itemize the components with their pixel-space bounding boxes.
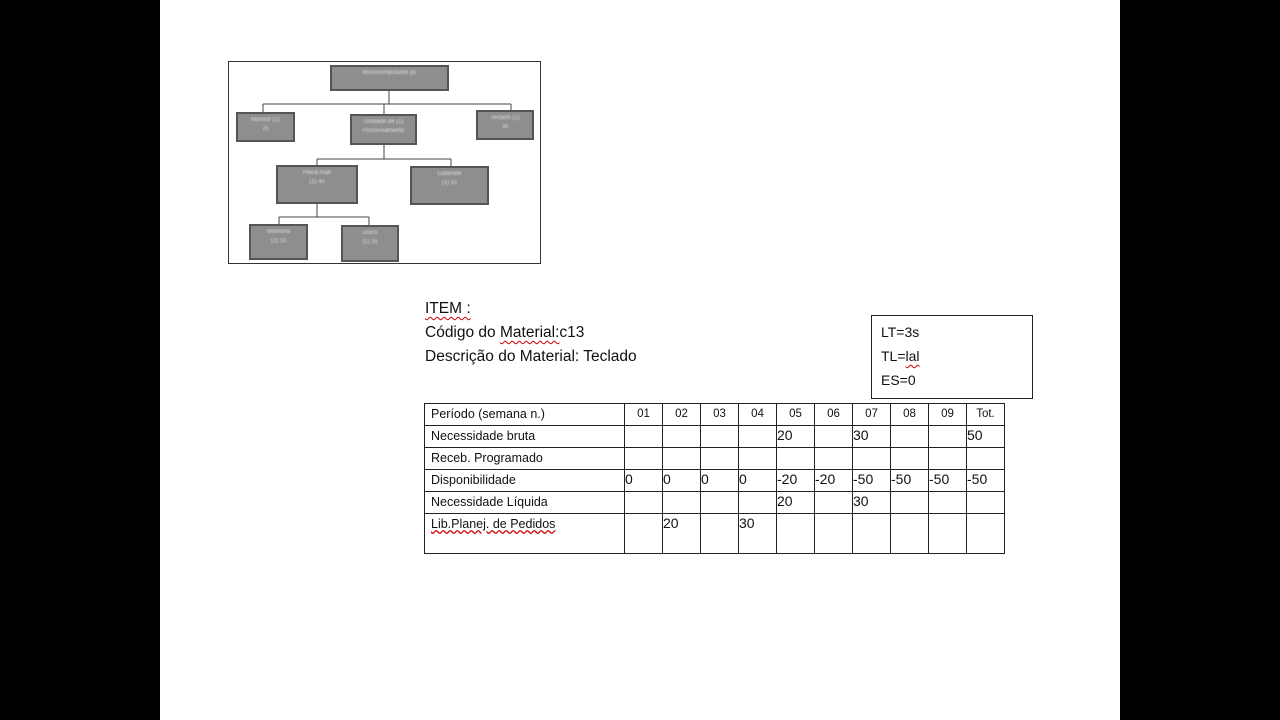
table-cell: [929, 426, 967, 448]
table-cell: [663, 448, 701, 470]
row-label: Necessidade Líquida: [425, 492, 625, 514]
table-cell: [853, 448, 891, 470]
table-cell: [815, 492, 853, 514]
table-cell: [739, 492, 777, 514]
header-week-cell: 07: [853, 404, 891, 426]
table-cell: [929, 492, 967, 514]
table-cell: [815, 448, 853, 470]
tree-node-cabinet: Gabinete (1) 1s: [410, 166, 489, 205]
table-cell: 30: [853, 492, 891, 514]
tree-node-memory: Memória (2) 1s: [249, 224, 308, 260]
item-title: ITEM :: [425, 300, 471, 317]
table-cell: [815, 426, 853, 448]
table-cell: [625, 514, 663, 554]
table-cell: [777, 448, 815, 470]
tree-node-motherboard: Placa mãe (1) 4s: [276, 165, 358, 204]
header-week-cell: 02: [663, 404, 701, 426]
tree-node-processing-unit: Unidade de (1) Processamento: [350, 114, 417, 145]
lead-time: LT=3s: [881, 324, 920, 340]
tree-node-disk: Disco (1) 2s: [341, 225, 399, 262]
header-week-cell: 03: [701, 404, 739, 426]
mrp-table: [424, 403, 1005, 554]
table-cell: [891, 448, 929, 470]
table-cell: [701, 426, 739, 448]
document-page: [160, 0, 1120, 720]
table-cell: -50: [891, 470, 929, 492]
tree-node-monitor: Monitor (1) 2s: [236, 112, 295, 142]
product-structure-tree: [228, 61, 541, 264]
table-cell: [967, 514, 1005, 554]
row-label: Disponibilidade: [425, 470, 625, 492]
table-cell: 0: [663, 470, 701, 492]
row-label: Lib.Planej. de Pedidos: [425, 514, 625, 554]
header-week-cell: 09: [929, 404, 967, 426]
table-cell: -20: [815, 470, 853, 492]
table-cell: [853, 514, 891, 554]
safety-stock: ES=0: [881, 372, 916, 388]
tree-node-root: Microcomputador pc: [330, 65, 449, 91]
tree-node-keyboard: Teclado (1) 3s: [476, 110, 534, 140]
table-cell: [701, 514, 739, 554]
header-week-cell: 04: [739, 404, 777, 426]
table-cell: [891, 492, 929, 514]
table-cell: [701, 492, 739, 514]
row-label: Receb. Programado: [425, 448, 625, 470]
table-cell: 50: [967, 426, 1005, 448]
table-cell: 0: [739, 470, 777, 492]
table-cell: -20: [777, 470, 815, 492]
header-period-label: Período (semana n.): [425, 404, 625, 426]
table-cell: [625, 492, 663, 514]
table-cell: [663, 426, 701, 448]
table-cell: [625, 426, 663, 448]
table-cell: [739, 448, 777, 470]
parameters-box: [871, 315, 1033, 399]
material-description: Descrição do Material: Teclado: [425, 348, 637, 365]
table-cell: 30: [739, 514, 777, 554]
table-header-row: [425, 404, 1005, 426]
table-cell: [815, 514, 853, 554]
header-week-cell: 08: [891, 404, 929, 426]
header-week-cell: 06: [815, 404, 853, 426]
table-cell: 30: [853, 426, 891, 448]
table-cell: [701, 448, 739, 470]
table-row: [425, 470, 1005, 492]
table-row: [425, 448, 1005, 470]
table-cell: [891, 514, 929, 554]
table-cell: [967, 492, 1005, 514]
table-row: [425, 426, 1005, 448]
table-cell: [929, 514, 967, 554]
table-cell: [625, 448, 663, 470]
table-cell: [663, 492, 701, 514]
table-cell: 20: [777, 426, 815, 448]
lot-size: TL=lal: [881, 348, 920, 364]
table-cell: 20: [663, 514, 701, 554]
table-cell: -50: [967, 470, 1005, 492]
header-week-cell: 01: [625, 404, 663, 426]
table-cell: 0: [625, 470, 663, 492]
table-cell: [929, 448, 967, 470]
table-cell: [777, 514, 815, 554]
header-week-cell: 05: [777, 404, 815, 426]
table-row: [425, 514, 1005, 554]
table-row: [425, 492, 1005, 514]
item-header: [425, 297, 637, 369]
table-cell: [891, 426, 929, 448]
table-cell: 20: [777, 492, 815, 514]
table-cell: [739, 426, 777, 448]
header-week-cell: Tot.: [967, 404, 1005, 426]
row-label: Necessidade bruta: [425, 426, 625, 448]
table-cell: 0: [701, 470, 739, 492]
table-cell: [967, 448, 1005, 470]
table-cell: -50: [853, 470, 891, 492]
table-cell: -50: [929, 470, 967, 492]
material-code: Código do Material:c13: [425, 324, 585, 341]
